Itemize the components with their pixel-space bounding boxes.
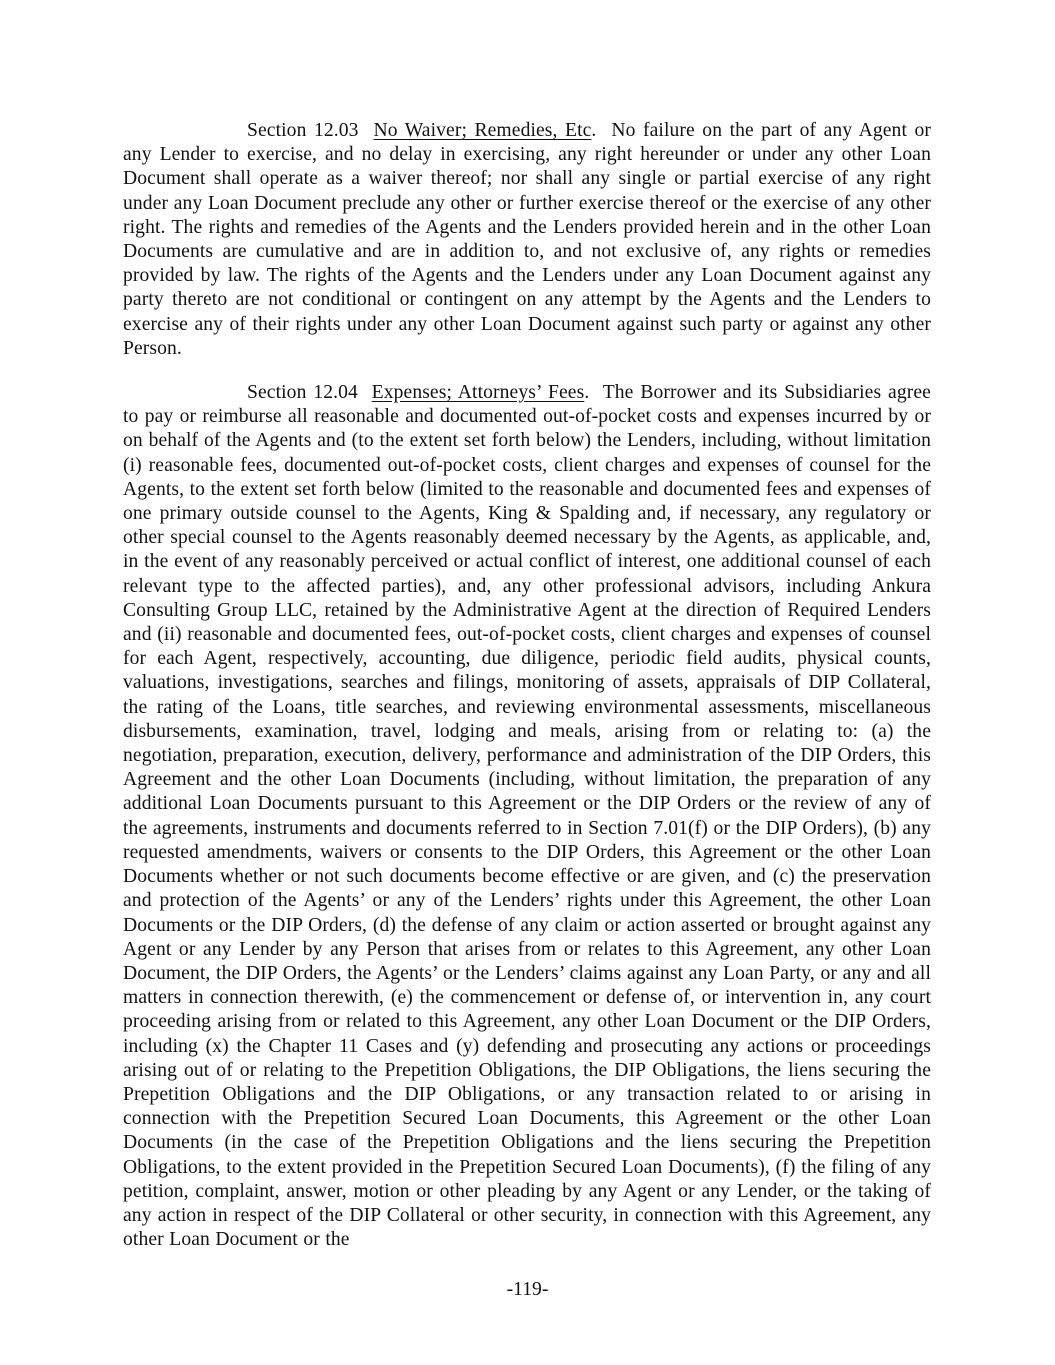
section-12-04-heading-period: .	[584, 382, 590, 404]
section-12-04-heading: Expenses; Attorneys’ Fees	[371, 382, 585, 404]
page-number: -119-	[506, 1279, 549, 1300]
section-12-04-paragraph	[123, 381, 931, 1252]
section-12-03-body-text: No failure on the part of any Agent or any Lender to exercise, and no delay in exercising, any right hereunder or under any other Loan Document shall operate as a waiver thereof; nor shall any single or partial exercise of any right under any Loan Document preclude any other or further exercise thereof or the exercise of any other right. The rights and remedies of the Agents and the Lenders provided herein and in the other Loan Documents are cumulative and are in addition to, and not exclusive of, any rights or remedies provided by law. The rights of the Agents and the Lenders under any Loan Document against any party thereto are not conditional or contingent on any attempt by the Agents and the Lenders to exercise any of their rights under any other Loan Document against such party or against any other Person.	[123, 120, 931, 359]
section-12-03-label: Section 12.03	[247, 120, 359, 141]
section-12-04-label: Section 12.04	[247, 382, 358, 404]
section-12-04-body-text: The Borrower and its Subsidiaries agree to pay or reimburse all reasonable and documented out-of-pocket costs and expenses incurred by or on behalf of the Agents and (to the extent set forth below) the Lenders, including, without limitation (i) reasonable fees, documented out-of-pocket costs, client charges and expenses of counsel for the Agents, to the extent set forth below (limited to the reasonable and documented fees and expenses of one primary outside counsel to the Agents, King & Spalding and, if necessary, any regulatory or other special counsel to the Agents reasonably deemed necessary by the Agents, as applicable, and, in the event of any reasonably perceived or actual conflict of interest, one additional counsel of each relevant type to the affected parties), and, any other professional advisors, including Ankura Consulting Group LLC, retained by the Administrative Agent at the direction of Required Lenders and (ii) reasonable and documented fees, out-of-pocket costs, client charges and expenses of counsel for each Agent, respectively, accounting, due diligence, periodic field audits, physical counts, valuations, investigations, searches and filings, monitoring of assets, appraisals of DIP Collateral, the rating of the Loans, title searches, and reviewing environmental assessments, miscellaneous disbursements, examination, travel, lodging and meals, arising from or relating to: (a) the negotiation, preparation, execution, delivery, performance and administration of the DIP Orders, this Agreement and the other Loan Documents (including, without limitation, the preparation of any additional Loan Documents pursuant to this Agreement or the DIP Orders or the review of any of the agreements, instruments and documents referred to in Section 7.01(f) or the DIP Orders), (b) any requested amendments, waivers or consents to the DIP Orders, this Agreement or the other Loan Documents whether or not such documents become effective or are given, and (c) the preservation and protection of the Agents’ or any of the Lenders’ rights under this Agreement, the other Loan Documents or the DIP Orders, (d) the defense of any claim or action asserted or brought against any Agent or any Lender by any Person that arises from or relates to this Agreement, any other Loan Document, the DIP Orders, the Agents’ or the Lenders’ claims against any Loan Party, or any and all matters in connection therewith, (e) the commencement or defense of, or intervention in, any court proceeding arising from or related to this Agreement, any other Loan Document or the DIP Orders, including (x) the Chapter 11 Cases and (y) defending and prosecuting any actions or proceedings arising out of or relating to the Prepetition Obligations, the DIP Obligations, the liens securing the Prepetition Obligations and the DIP Obligations, or any transaction related to or arising in connection with the Prepetition Secured Loan Documents, this Agreement or the other Loan Documents (in the case of the Prepetition Obligations and the liens securing the Prepetition Obligations, to the extent provided in the Prepetition Secured Loan Documents), (f) the filing of any petition, complaint, answer, motion or other pleading by any Agent or any Lender, or the taking of any action in respect of the DIP Collateral or other security, in connection with this Agreement, any other Loan Document or the	[123, 382, 931, 1251]
section-12-03-heading-period: .	[591, 120, 597, 141]
section-12-03-heading: No Waiver; Remedies, Etc	[373, 120, 592, 141]
section-12-03-paragraph	[123, 119, 931, 361]
